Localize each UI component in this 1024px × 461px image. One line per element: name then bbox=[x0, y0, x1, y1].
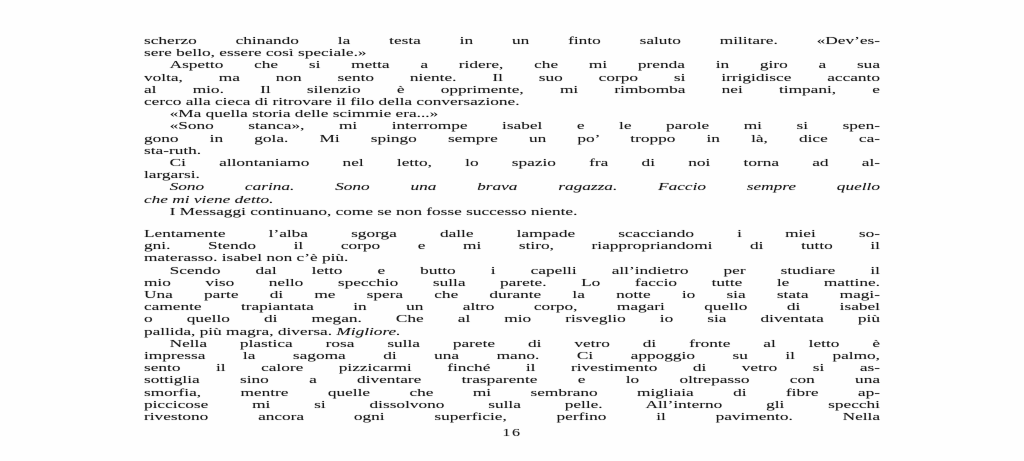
text-segment: materasso. isabel non c’è più. bbox=[144, 252, 349, 265]
text-segment: al mio. Il silenzio è opprimente, mi rimbomba nei timpani, e bbox=[144, 83, 880, 96]
text-segment: Ci allontaniamo nel letto, lo spazio fra di noi torna ad al- bbox=[169, 157, 881, 170]
text-line bbox=[144, 181, 880, 193]
text-segment: piccicose mi si dissolvono sulla pelle. All’interno gli specchi bbox=[144, 398, 880, 411]
text-segment: sta-ruth. bbox=[144, 144, 202, 157]
text-line bbox=[144, 133, 880, 145]
text-segment: o quello di megan. Che al mio risveglio io sia diventata più bbox=[144, 313, 880, 326]
text-line bbox=[144, 47, 880, 59]
text-line bbox=[144, 362, 880, 374]
text-line bbox=[144, 228, 880, 240]
text-segment: sottiglia sino a diventare trasparente e lo oltrepasso con una bbox=[144, 374, 880, 387]
text-segment: Scendo dal letto e butto i capelli all’indietro per studiare il bbox=[169, 264, 881, 277]
text-segment: «Ma quella storia delle scimmie era...» bbox=[169, 108, 439, 121]
italic-text-segment: Sono carina. Sono una brava ragazza. Faccio sempre quello bbox=[169, 181, 881, 194]
text-segment: Una parte di me spera che durante la notte io sia stata magi- bbox=[144, 289, 880, 302]
text-line bbox=[144, 145, 880, 157]
body-text bbox=[144, 35, 880, 441]
text-segment: scherzo chinando la testa in un finto saluto militare. «Dev’es- bbox=[144, 35, 880, 47]
text-segment: camente trapiantata in un altro corpo, magari quello di isabel bbox=[144, 301, 880, 314]
text-line bbox=[144, 313, 880, 325]
text-line bbox=[144, 108, 880, 120]
text-line bbox=[144, 35, 880, 47]
text-line bbox=[144, 301, 880, 313]
text-segment: impressa la sagoma di una mano. Ci appoggio su il palmo, bbox=[144, 350, 880, 363]
text-line bbox=[144, 240, 880, 252]
text-line bbox=[144, 387, 880, 399]
text-segment: gono in gola. Mi spingo sempre un po’ troppo in là, dice ca- bbox=[144, 132, 880, 145]
text-line bbox=[144, 252, 880, 264]
text-line bbox=[144, 265, 880, 277]
text-segment: Nella plastica rosa sulla parete di vetro di fronte al letto è bbox=[169, 337, 881, 350]
text-segment: volta, ma non sento niente. Il suo corpo si irrigidisce accanto bbox=[144, 71, 880, 84]
text-segment: cerco alla cieca di ritrovare il filo della conversazione. bbox=[144, 96, 520, 109]
text-line bbox=[144, 326, 880, 338]
text-segment: I Messaggi continuano, come se non fosse successo niente. bbox=[169, 205, 578, 218]
text-line bbox=[144, 277, 880, 289]
italic-text-segment: Migliore. bbox=[336, 325, 401, 338]
text-line bbox=[144, 338, 880, 350]
text-segment: Aspetto che si metta a ridere, che mi prenda in giro a sua bbox=[169, 59, 881, 72]
text-line bbox=[144, 169, 880, 181]
text-line bbox=[144, 350, 880, 362]
text-line bbox=[144, 206, 880, 218]
text-line bbox=[144, 194, 880, 206]
text-line bbox=[144, 289, 880, 301]
text-line bbox=[144, 72, 880, 84]
text-line bbox=[144, 96, 880, 108]
text-line bbox=[144, 120, 880, 132]
text-segment: «Sono stanca», mi interrompe isabel e le parole mi si spen- bbox=[169, 120, 881, 133]
text-segment: smorfia, mentre quelle che mi sembrano migliaia di fibre ap- bbox=[144, 386, 880, 399]
text-line bbox=[144, 84, 880, 96]
text-segment: pallida, più magra, diversa. bbox=[144, 325, 337, 338]
text-line bbox=[144, 411, 880, 423]
page-number: 16 bbox=[502, 428, 522, 440]
text-segment: rivestono ancora ogni superficie, perfino il pavimento. Nella bbox=[144, 411, 880, 424]
text-segment: Lentamente l’alba sgorga dalle lampade scacciando i miei so- bbox=[144, 228, 880, 241]
text-segment: sere bello, essere così speciale.» bbox=[144, 47, 367, 60]
text-line bbox=[144, 374, 880, 386]
text-segment: mio viso nello specchio sulla parete. Lo faccio tutte le mattine. bbox=[144, 276, 880, 289]
italic-text-segment: che mi viene detto. bbox=[144, 193, 274, 206]
text-segment: largarsi. bbox=[144, 169, 200, 182]
text-segment: sento il calore pizzicarmi finché il rivestimento di vetro si as- bbox=[144, 362, 880, 375]
text-line bbox=[144, 157, 880, 169]
text-line bbox=[144, 399, 880, 411]
text-line bbox=[144, 59, 880, 71]
text-segment: gni. Stendo il corpo e mi stiro, riappropriandomi di tutto il bbox=[144, 240, 880, 253]
